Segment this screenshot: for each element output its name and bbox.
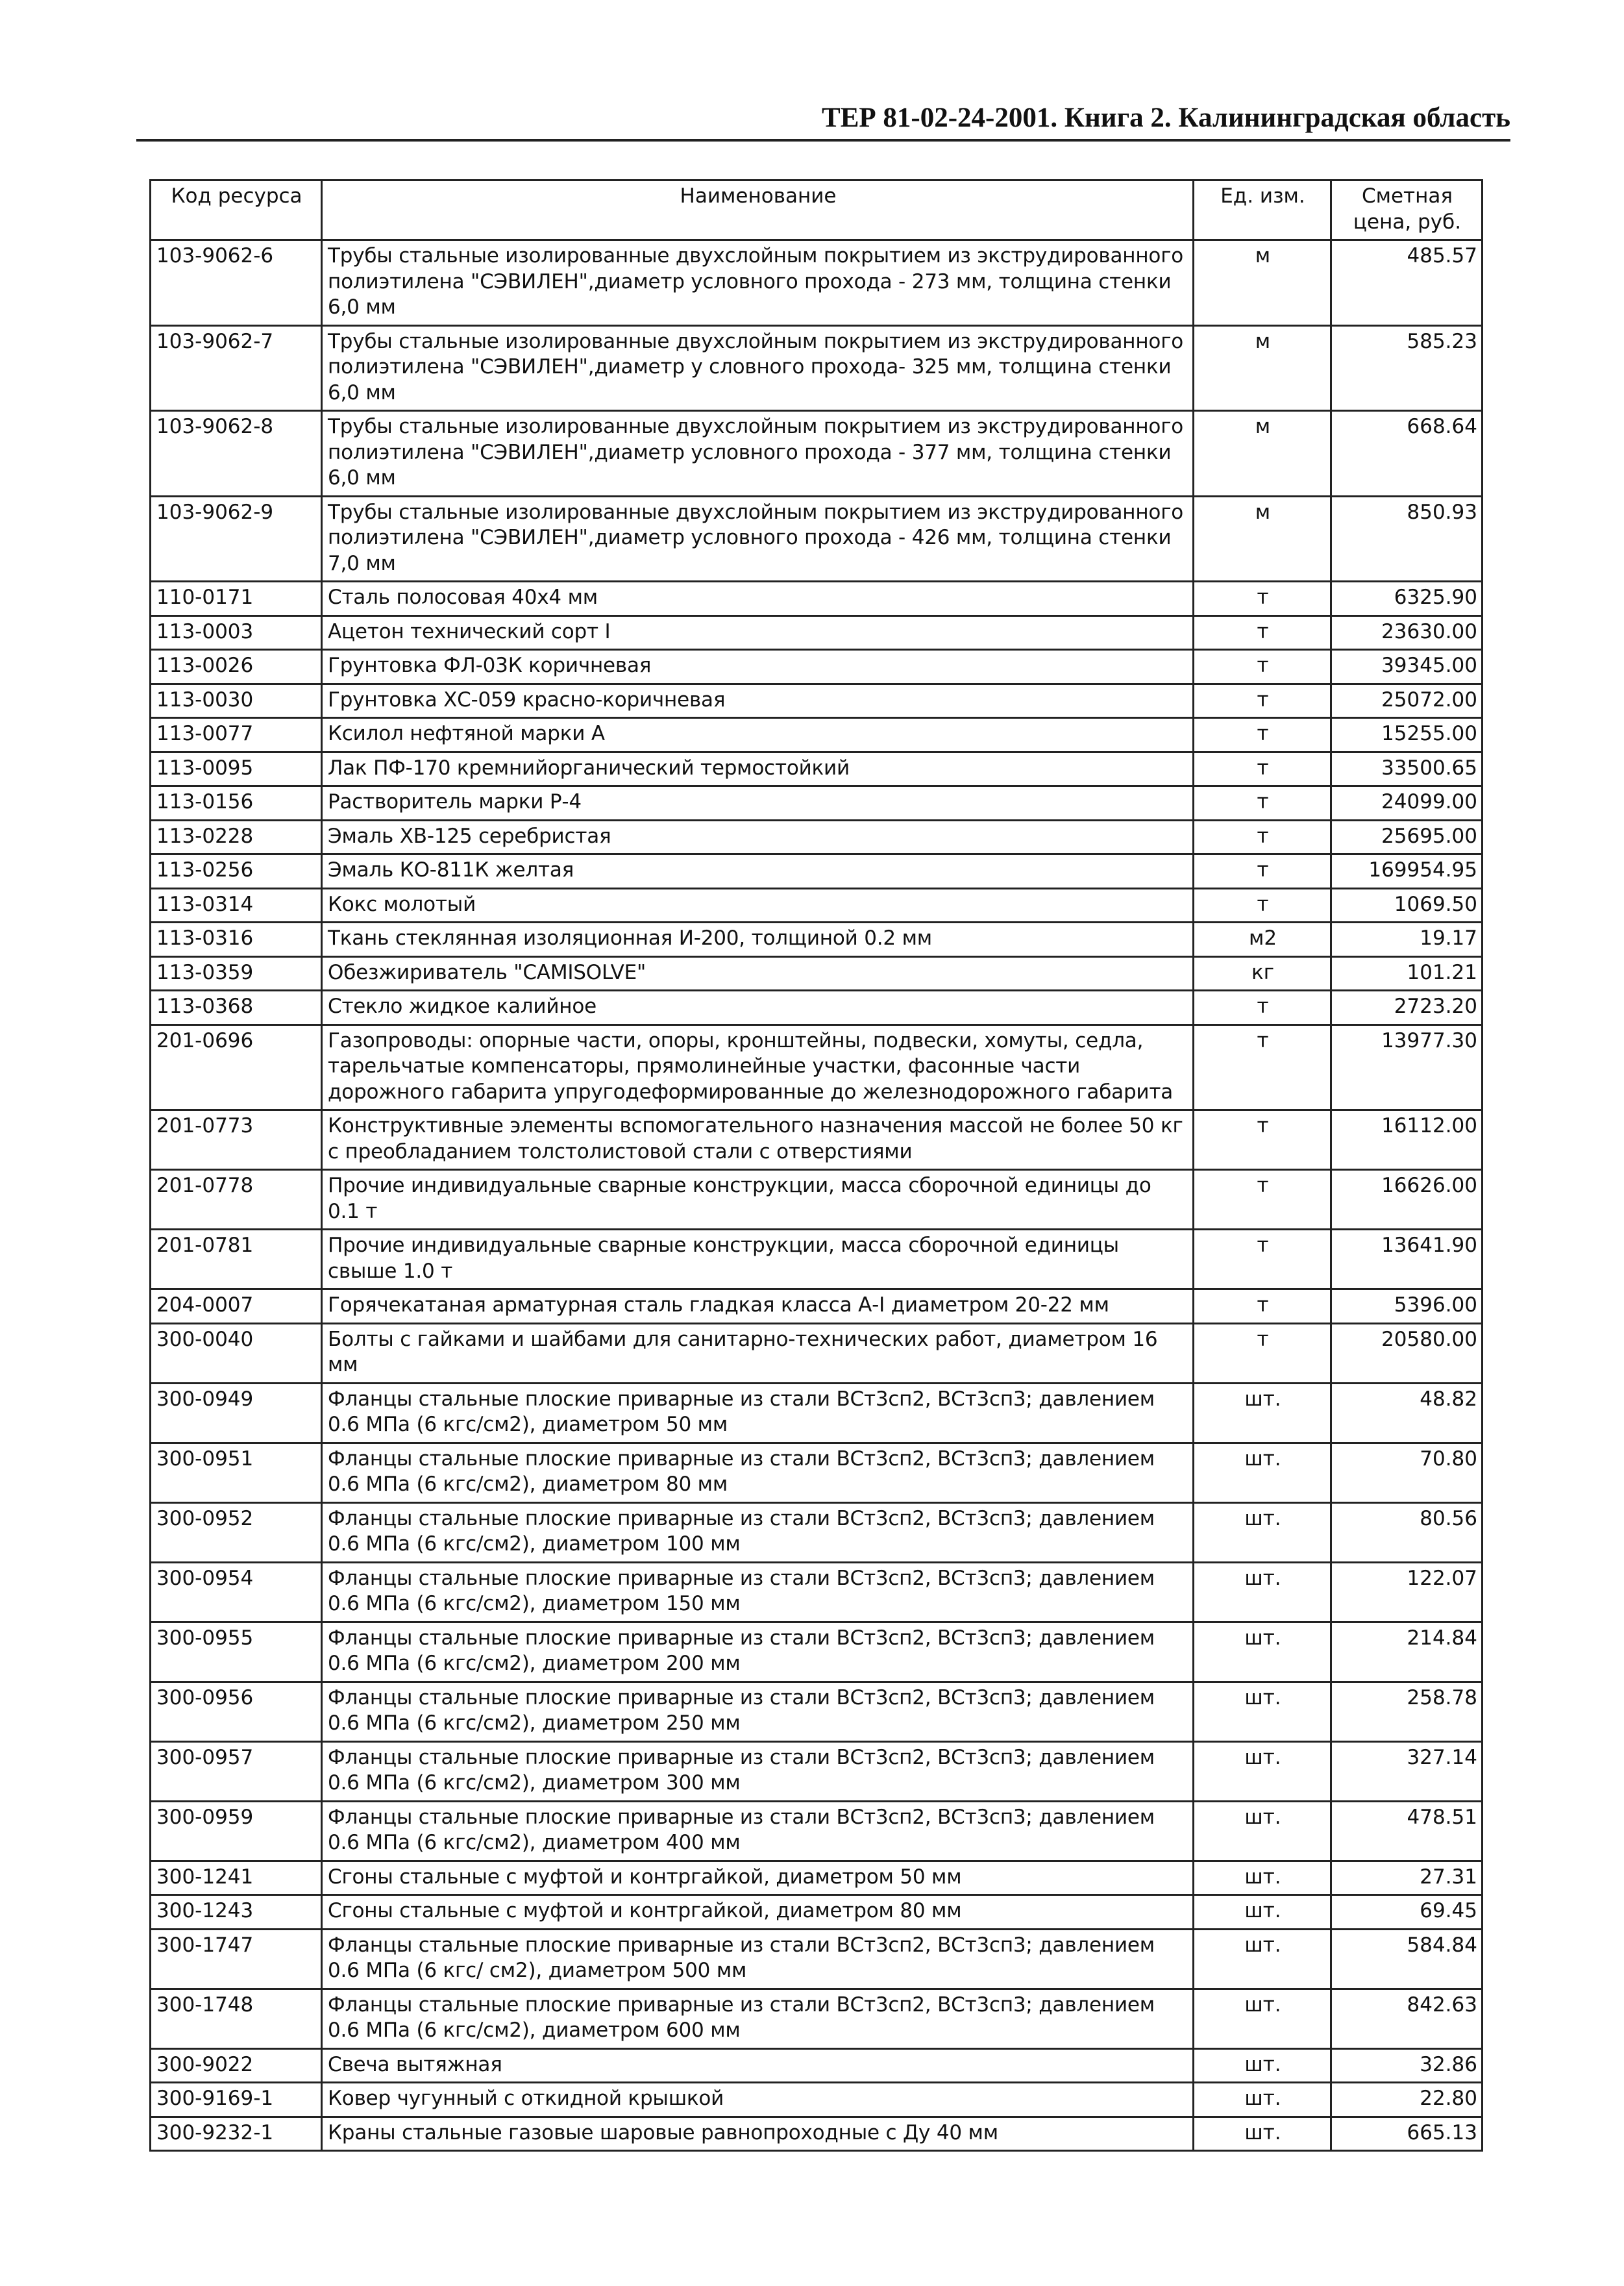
cell-price: 2723.20 <box>1331 991 1483 1025</box>
cell-code: 300-0952 <box>151 1502 322 1562</box>
cell-price: 25072.00 <box>1331 684 1483 718</box>
cell-name: Фланцы стальные плоские приварные из стали ВСт3сп2, ВСт3сп3; давлением 0.6 МПа (6 кгс/см2), диаметром 250 мм <box>322 1682 1194 1741</box>
table-row <box>151 1383 1483 1443</box>
table-row <box>151 1801 1483 1861</box>
cell-unit: т <box>1194 615 1331 650</box>
col-header-name: Наименование <box>322 180 1194 240</box>
cell-price: 23630.00 <box>1331 615 1483 650</box>
cell-unit: шт. <box>1194 1502 1331 1562</box>
table-row <box>151 718 1483 752</box>
cell-price: 584.84 <box>1331 1929 1483 1989</box>
table-row <box>151 1895 1483 1930</box>
cell-code: 201-0778 <box>151 1170 322 1230</box>
table-row <box>151 1110 1483 1170</box>
cell-price: 1069.50 <box>1331 888 1483 923</box>
cell-unit: т <box>1194 752 1331 786</box>
header-rule <box>136 139 1510 142</box>
table-row <box>151 496 1483 582</box>
cell-price: 665.13 <box>1331 2117 1483 2151</box>
table-row <box>151 956 1483 991</box>
table-row <box>151 1289 1483 1324</box>
cell-unit: шт. <box>1194 1443 1331 1502</box>
cell-price: 169954.95 <box>1331 854 1483 889</box>
cell-name: Грунтовка ФЛ-03К коричневая <box>322 650 1194 684</box>
cell-price: 485.57 <box>1331 240 1483 326</box>
cell-name: Эмаль ХВ-125 серебристая <box>322 820 1194 854</box>
cell-name: Сгоны стальные с муфтой и контргайкой, диаметром 50 мм <box>322 1861 1194 1895</box>
cell-name: Обезжириватель "CAMISOLVE" <box>322 956 1194 991</box>
table-row <box>151 325 1483 411</box>
col-header-price <box>1331 180 1483 240</box>
cell-name: Трубы стальные изолированные двухслойным покрытием из экструдированного полиэтилена "СЭВИЛЕН",диаметр у словного прохода- 325 мм, толщина стенки 6,0 мм <box>322 325 1194 411</box>
cell-unit: т <box>1194 1025 1331 1110</box>
table-row <box>151 1562 1483 1622</box>
table-row <box>151 582 1483 616</box>
cell-code: 201-0781 <box>151 1230 322 1289</box>
cell-code: 300-0949 <box>151 1383 322 1443</box>
cell-price: 13977.30 <box>1331 1025 1483 1110</box>
cell-unit: м <box>1194 496 1331 582</box>
cell-name: Прочие индивидуальные сварные конструкции, масса сборочной единицы до 0.1 т <box>322 1170 1194 1230</box>
cell-unit: т <box>1194 1323 1331 1383</box>
cell-unit: т <box>1194 684 1331 718</box>
cell-price: 258.78 <box>1331 1682 1483 1741</box>
cell-code: 113-0256 <box>151 854 322 889</box>
cell-code: 300-0954 <box>151 1562 322 1622</box>
cell-name: Горячекатаная арматурная сталь гладкая класса А-I диаметром 20-22 мм <box>322 1289 1194 1324</box>
cell-code: 103-9062-8 <box>151 411 322 497</box>
cell-price: 6325.90 <box>1331 582 1483 616</box>
cell-code: 300-0951 <box>151 1443 322 1502</box>
cell-name: Ксилол нефтяной марки А <box>322 718 1194 752</box>
table-row <box>151 1682 1483 1741</box>
cell-price: 478.51 <box>1331 1801 1483 1861</box>
cell-name: Прочие индивидуальные сварные конструкции, масса сборочной единицы свыше 1.0 т <box>322 1230 1194 1289</box>
cell-price: 25695.00 <box>1331 820 1483 854</box>
cell-unit: т <box>1194 582 1331 616</box>
table-row <box>151 411 1483 497</box>
cell-code: 113-0077 <box>151 718 322 752</box>
table-row <box>151 923 1483 957</box>
cell-name: Эмаль КО-811К желтая <box>322 854 1194 889</box>
table-row <box>151 820 1483 854</box>
cell-name: Кокс молотый <box>322 888 1194 923</box>
cell-price: 16626.00 <box>1331 1170 1483 1230</box>
page-header: ТЕР 81-02-24-2001. Книга 2. Калининградская область <box>822 103 1510 133</box>
cell-price: 80.56 <box>1331 1502 1483 1562</box>
cell-unit: т <box>1194 786 1331 821</box>
table-row <box>151 1741 1483 1801</box>
cell-code: 300-9169-1 <box>151 2083 322 2117</box>
cell-code: 300-0040 <box>151 1323 322 1383</box>
cell-price: 122.07 <box>1331 1562 1483 1622</box>
table-row <box>151 1230 1483 1289</box>
cell-unit: м <box>1194 411 1331 497</box>
cell-code: 113-0228 <box>151 820 322 854</box>
cell-price: 32.86 <box>1331 2048 1483 2083</box>
cell-unit: шт. <box>1194 1929 1331 1989</box>
table-row <box>151 1170 1483 1230</box>
cell-code: 201-0696 <box>151 1025 322 1110</box>
cell-unit: т <box>1194 650 1331 684</box>
cell-code: 113-0368 <box>151 991 322 1025</box>
cell-code: 300-9022 <box>151 2048 322 2083</box>
table-row <box>151 1929 1483 1989</box>
cell-unit: т <box>1194 1289 1331 1324</box>
cell-name: Болты с гайками и шайбами для санитарно-технических работ, диаметром 16 мм <box>322 1323 1194 1383</box>
cell-name: Лак ПФ-170 кремнийорганический термостойкий <box>322 752 1194 786</box>
cell-unit: м <box>1194 240 1331 326</box>
cell-price: 585.23 <box>1331 325 1483 411</box>
col-header-unit: Ед. изм. <box>1194 180 1331 240</box>
cell-unit: т <box>1194 718 1331 752</box>
col-header-price-line1: Сметная <box>1361 184 1453 208</box>
cell-code: 113-0030 <box>151 684 322 718</box>
cell-unit: шт. <box>1194 1562 1331 1622</box>
cell-code: 103-9062-7 <box>151 325 322 411</box>
table-row <box>151 1989 1483 2048</box>
cell-code: 201-0773 <box>151 1110 322 1170</box>
table-row <box>151 1861 1483 1895</box>
cell-unit: шт. <box>1194 2117 1331 2151</box>
table-row <box>151 1502 1483 1562</box>
cell-price: 20580.00 <box>1331 1323 1483 1383</box>
cell-price: 19.17 <box>1331 923 1483 957</box>
cell-unit: шт. <box>1194 1989 1331 2048</box>
cell-unit: м2 <box>1194 923 1331 957</box>
cell-unit: шт. <box>1194 2048 1331 2083</box>
cell-unit: шт. <box>1194 2083 1331 2117</box>
cell-code: 300-9232-1 <box>151 2117 322 2151</box>
cell-code: 103-9062-6 <box>151 240 322 326</box>
cell-name: Фланцы стальные плоские приварные из стали ВСт3сп2, ВСт3сп3; давлением 0.6 МПа (6 кгс/см2), диаметром 600 мм <box>322 1989 1194 2048</box>
col-header-price-line2: цена, руб. <box>1353 210 1462 234</box>
cell-name: Фланцы стальные плоские приварные из стали ВСт3сп2, ВСт3сп3; давлением 0.6 МПа (6 кгс/см2), диаметром 100 мм <box>322 1502 1194 1562</box>
cell-code: 300-0955 <box>151 1622 322 1682</box>
cell-name: Фланцы стальные плоские приварные из стали ВСт3сп2, ВСт3сп3; давлением 0.6 МПа (6 кгс/см2), диаметром 400 мм <box>322 1801 1194 1861</box>
table-row <box>151 1622 1483 1682</box>
table-row <box>151 991 1483 1025</box>
cell-price: 668.64 <box>1331 411 1483 497</box>
cell-code: 113-0359 <box>151 956 322 991</box>
table-header-row <box>151 180 1483 240</box>
cell-unit: шт. <box>1194 1895 1331 1930</box>
cell-code: 113-0314 <box>151 888 322 923</box>
cell-name: Фланцы стальные плоские приварные из стали ВСт3сп2, ВСт3сп3; давлением 0.6 МПа (6 кгс/см2), диаметром 300 мм <box>322 1741 1194 1801</box>
table-row <box>151 684 1483 718</box>
cell-name: Фланцы стальные плоские приварные из стали ВСт3сп2, ВСт3сп3; давлением 0.6 МПа (6 кгс/см2), диаметром 200 мм <box>322 1622 1194 1682</box>
cell-price: 33500.65 <box>1331 752 1483 786</box>
cell-code: 113-0003 <box>151 615 322 650</box>
cell-name: Ткань стеклянная изоляционная И-200, толщиной 0.2 мм <box>322 923 1194 957</box>
cell-code: 113-0026 <box>151 650 322 684</box>
cell-name: Ацетон технический сорт I <box>322 615 1194 650</box>
cell-name: Грунтовка ХС-059 красно-коричневая <box>322 684 1194 718</box>
cell-unit: т <box>1194 854 1331 889</box>
cell-code: 300-1747 <box>151 1929 322 1989</box>
cell-price: 48.82 <box>1331 1383 1483 1443</box>
cell-unit: шт. <box>1194 1622 1331 1682</box>
cell-name: Фланцы стальные плоские приварные из стали ВСт3сп2, ВСт3сп3; давлением 0.6 МПа (6 кгс/ см2), диаметром 500 мм <box>322 1929 1194 1989</box>
cell-price: 15255.00 <box>1331 718 1483 752</box>
table-row <box>151 1025 1483 1110</box>
cell-unit: шт. <box>1194 1801 1331 1861</box>
cell-price: 22.80 <box>1331 2083 1483 2117</box>
cell-code: 300-0959 <box>151 1801 322 1861</box>
cell-unit: т <box>1194 888 1331 923</box>
cell-name: Сгоны стальные с муфтой и контргайкой, диаметром 80 мм <box>322 1895 1194 1930</box>
table-row <box>151 1323 1483 1383</box>
cell-unit: шт. <box>1194 1741 1331 1801</box>
cell-name: Трубы стальные изолированные двухслойным покрытием из экструдированного полиэтилена "СЭВИЛЕН",диаметр условного прохода - 426 мм, толщина стенки 7,0 мм <box>322 496 1194 582</box>
cell-name: Растворитель марки Р-4 <box>322 786 1194 821</box>
cell-unit: т <box>1194 1110 1331 1170</box>
table-row <box>151 2117 1483 2151</box>
cell-code: 113-0316 <box>151 923 322 957</box>
cell-name: Краны стальные газовые шаровые равнопроходные с Ду 40 мм <box>322 2117 1194 2151</box>
cell-price: 5396.00 <box>1331 1289 1483 1324</box>
cell-code: 300-0956 <box>151 1682 322 1741</box>
cell-name: Фланцы стальные плоские приварные из стали ВСт3сп2, ВСт3сп3; давлением 0.6 МПа (6 кгс/см2), диаметром 80 мм <box>322 1443 1194 1502</box>
table-row <box>151 2048 1483 2083</box>
cell-code: 300-0957 <box>151 1741 322 1801</box>
table-row <box>151 888 1483 923</box>
cell-code: 300-1241 <box>151 1861 322 1895</box>
cell-code: 300-1748 <box>151 1989 322 2048</box>
table-row <box>151 752 1483 786</box>
cell-unit: шт. <box>1194 1861 1331 1895</box>
cell-unit: кг <box>1194 956 1331 991</box>
cell-code: 110-0171 <box>151 582 322 616</box>
cell-price: 27.31 <box>1331 1861 1483 1895</box>
cell-name: Газопроводы: опорные части, опоры, кронштейны, подвески, хомуты, седла, тарельчатые компенсаторы, прямолинейные участки, фасонные части дорожного габарита упругодеформированные до железнодорожного габарита <box>322 1025 1194 1110</box>
cell-price: 39345.00 <box>1331 650 1483 684</box>
cell-name: Стекло жидкое калийное <box>322 991 1194 1025</box>
cell-price: 16112.00 <box>1331 1110 1483 1170</box>
cell-unit: т <box>1194 820 1331 854</box>
cell-unit: т <box>1194 1230 1331 1289</box>
cell-code: 113-0095 <box>151 752 322 786</box>
cell-unit: шт. <box>1194 1682 1331 1741</box>
cell-price: 70.80 <box>1331 1443 1483 1502</box>
table-row <box>151 615 1483 650</box>
cell-code: 204-0007 <box>151 1289 322 1324</box>
cell-name: Фланцы стальные плоские приварные из стали ВСт3сп2, ВСт3сп3; давлением 0.6 МПа (6 кгс/см2), диаметром 150 мм <box>322 1562 1194 1622</box>
cell-price: 24099.00 <box>1331 786 1483 821</box>
cell-name: Трубы стальные изолированные двухслойным покрытием из экструдированного полиэтилена "СЭВИЛЕН",диаметр условного прохода - 377 мм, толщина стенки 6,0 мм <box>322 411 1194 497</box>
table-row <box>151 240 1483 326</box>
resources-table <box>149 179 1483 2152</box>
cell-price: 13641.90 <box>1331 1230 1483 1289</box>
cell-name: Трубы стальные изолированные двухслойным покрытием из экструдированного полиэтилена "СЭВИЛЕН",диаметр условного прохода - 273 мм, толщина стенки 6,0 мм <box>322 240 1194 326</box>
cell-name: Ковер чугунный с откидной крышкой <box>322 2083 1194 2117</box>
table-row <box>151 1443 1483 1502</box>
cell-unit: т <box>1194 991 1331 1025</box>
table-row <box>151 854 1483 889</box>
cell-name: Сталь полосовая 40х4 мм <box>322 582 1194 616</box>
cell-price: 327.14 <box>1331 1741 1483 1801</box>
cell-price: 842.63 <box>1331 1989 1483 2048</box>
cell-price: 214.84 <box>1331 1622 1483 1682</box>
cell-unit: т <box>1194 1170 1331 1230</box>
col-header-code: Код ресурса <box>151 180 322 240</box>
table-row <box>151 2083 1483 2117</box>
cell-unit: шт. <box>1194 1383 1331 1443</box>
cell-code: 113-0156 <box>151 786 322 821</box>
cell-price: 101.21 <box>1331 956 1483 991</box>
cell-name: Фланцы стальные плоские приварные из стали ВСт3сп2, ВСт3сп3; давлением 0.6 МПа (6 кгс/см2), диаметром 50 мм <box>322 1383 1194 1443</box>
cell-code: 300-1243 <box>151 1895 322 1930</box>
cell-unit: м <box>1194 325 1331 411</box>
table-row <box>151 650 1483 684</box>
cell-name: Конструктивные элементы вспомогательного назначения массой не более 50 кг с преобладанием толстолистовой стали с отверстиями <box>322 1110 1194 1170</box>
table-row <box>151 786 1483 821</box>
cell-price: 69.45 <box>1331 1895 1483 1930</box>
cell-code: 103-9062-9 <box>151 496 322 582</box>
cell-name: Свеча вытяжная <box>322 2048 1194 2083</box>
cell-price: 850.93 <box>1331 496 1483 582</box>
